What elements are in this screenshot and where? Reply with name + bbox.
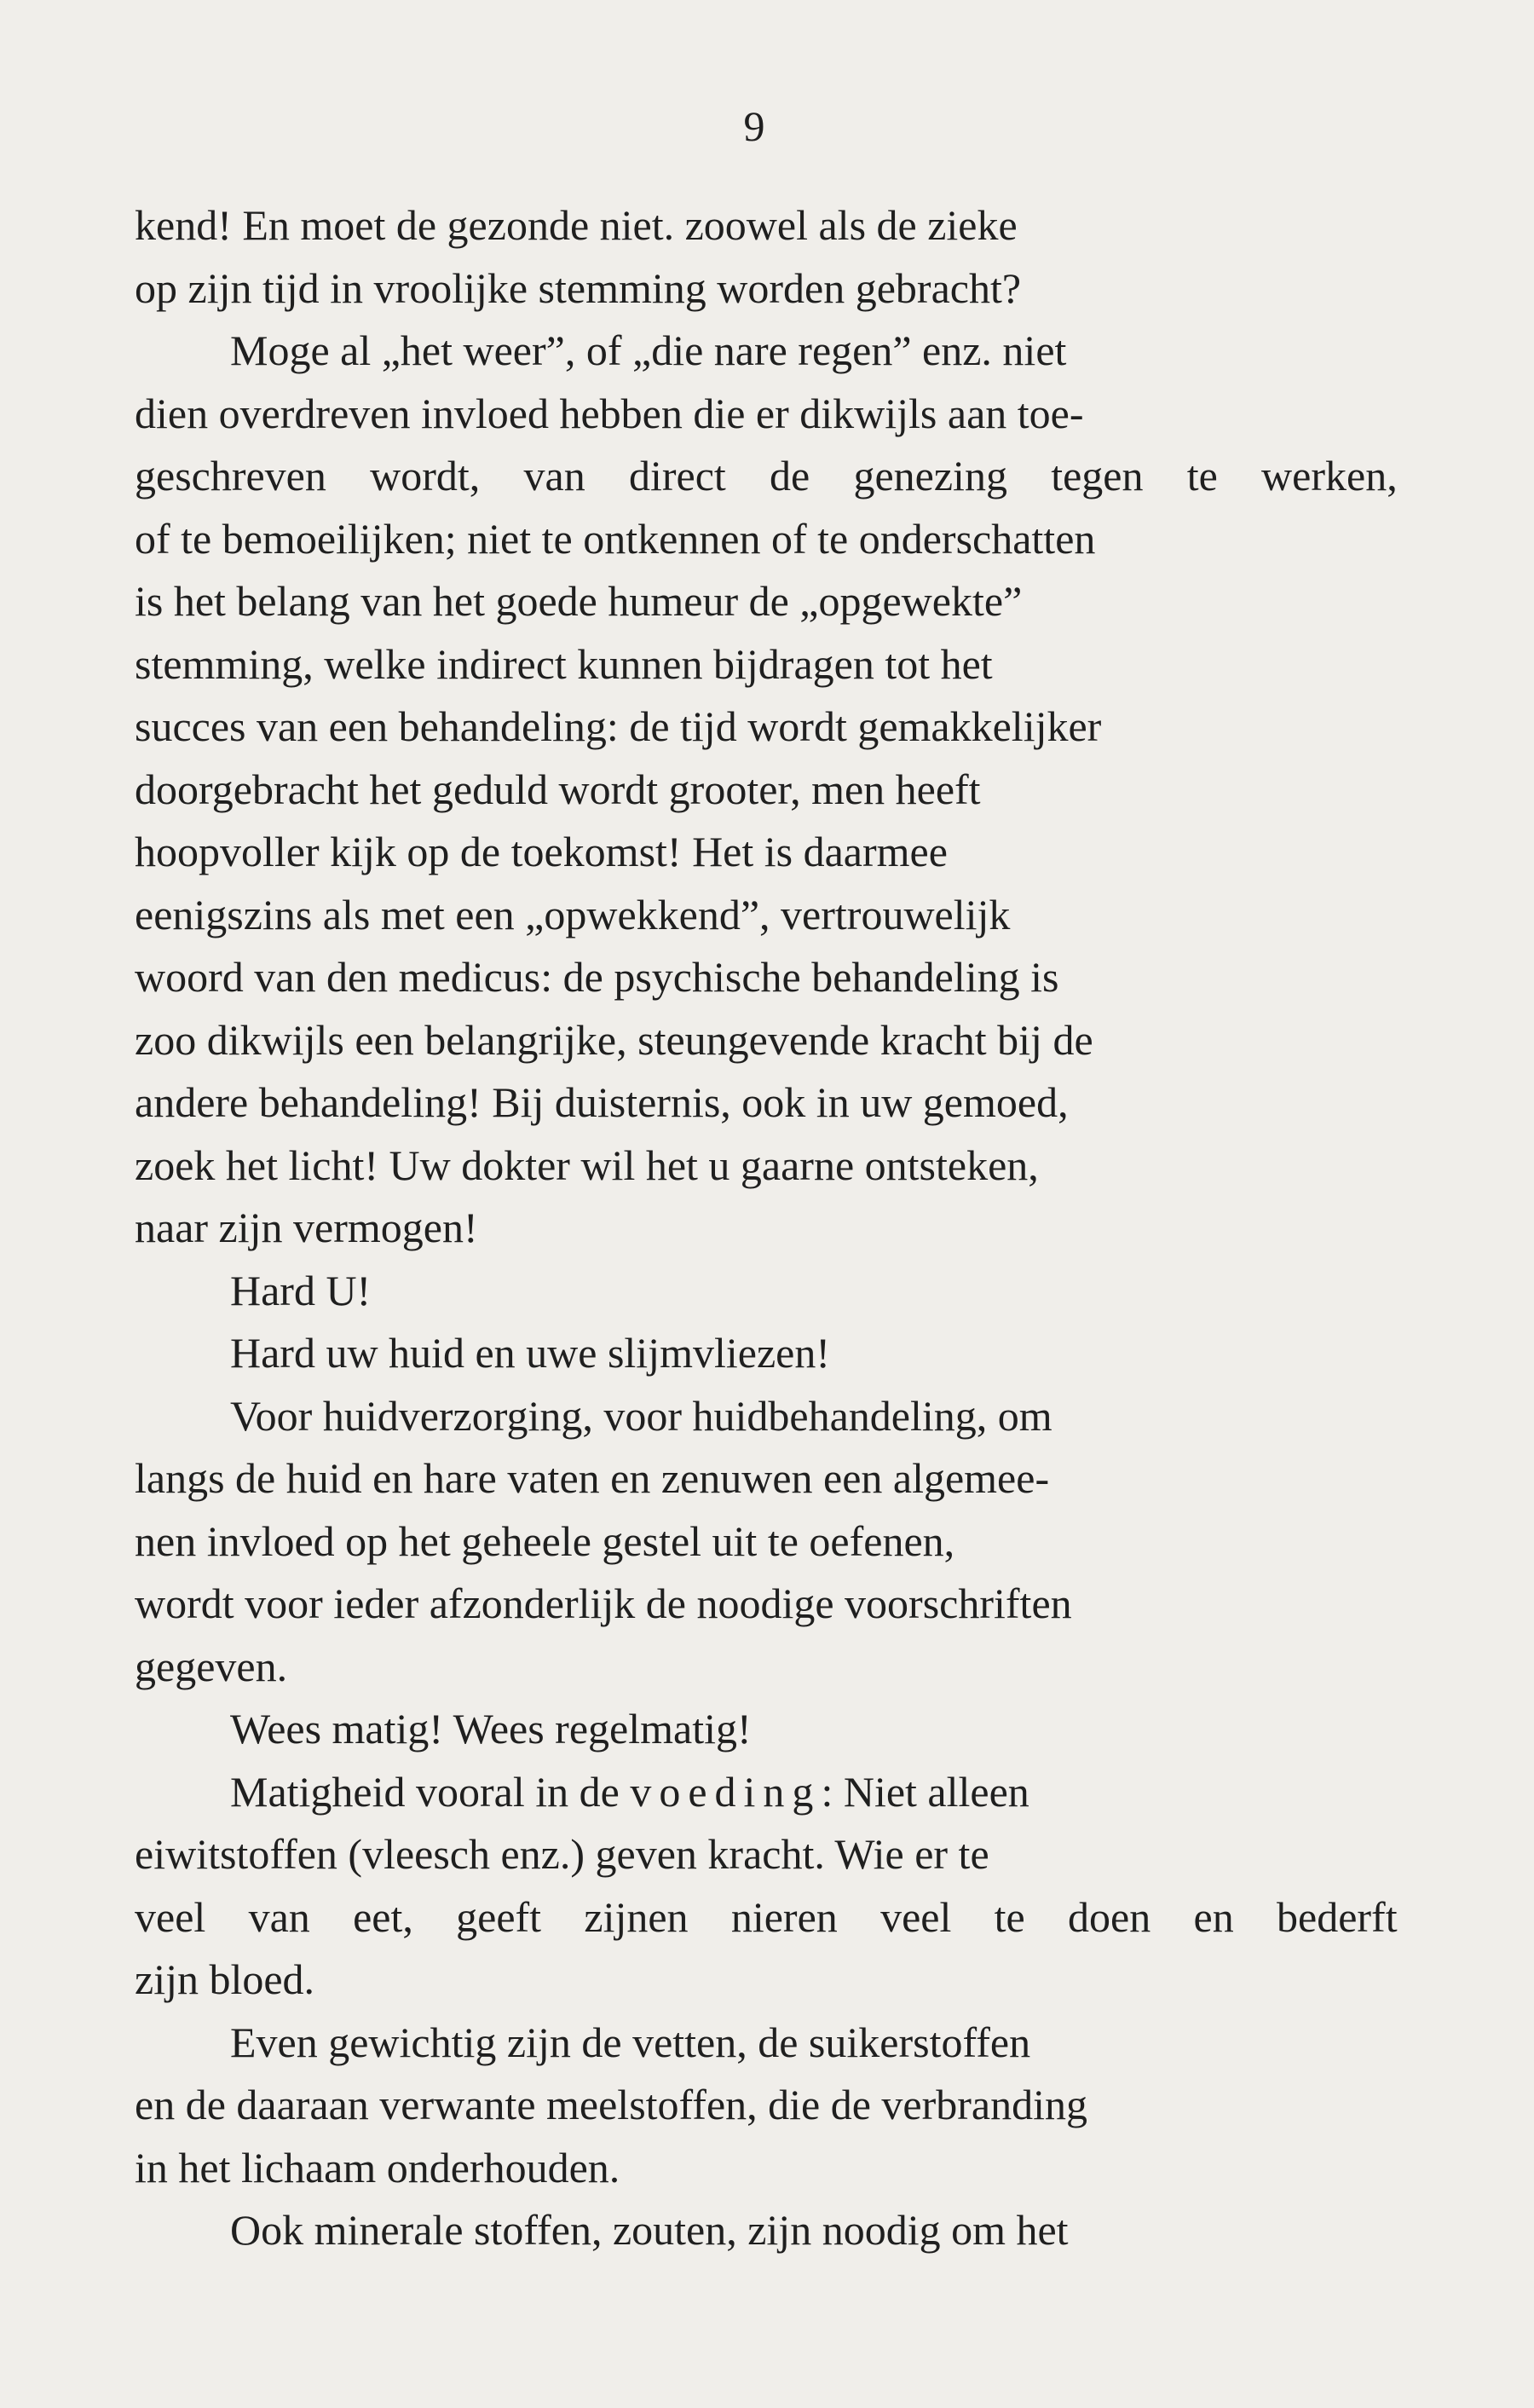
text-line-9: succes van een behandeling: de tijd wordt gemakkelijker (135, 702, 1102, 750)
text-line-31: en de daaraan verwante meelstoffen, die de verbranding (135, 2081, 1087, 2128)
text-line-10: doorgebracht het geduld wordt grooter, men heeft (135, 765, 981, 813)
text-line-33: Ook minerale stoffen, zouten, zijn noodig om het (230, 2206, 1069, 2254)
text-line-12: eenigszins als met een „opwekkend”, vertrouwelijk (135, 890, 1011, 938)
text-line-28: veel van eet, geeft zijnen nieren veel te doen en bederft (135, 1892, 1398, 1941)
text-line-22: nen invloed op het geheele gestel uit te oefenen, (135, 1516, 955, 1565)
text-line-6: of te bemoeilijken; niet te ontkennen of te onderschatten (135, 514, 1096, 563)
text-line-21: langs de huid en hare vaten en zenuwen een algemee- (135, 1454, 1050, 1502)
text-line-26 (135, 1761, 1398, 1824)
text-line-13: woord van den medicus: de psychische behandeling is (135, 953, 1059, 1001)
text-line-4: dien overdreven invloed hebben die er dikwijls aan toe- (135, 389, 1084, 437)
spaced-word-voeding: voeding (630, 1767, 822, 1816)
text-line-5: geschreven wordt, van direct de genezing tegen te werken, (135, 452, 1398, 500)
text-line-26-end: : Niet alleen (821, 1767, 1029, 1816)
text-line-26-start: Matigheid vooral in de (230, 1767, 620, 1816)
text-line-30: Even gewichtig zijn de vetten, de suikerstoffen (230, 2018, 1031, 2066)
text-line-25: Wees matig! Wees regelmatig! (230, 1705, 752, 1753)
text-line-15: andere behandeling! Bij duisternis, ook in uw gemoed, (135, 1078, 1069, 1126)
text-line-14: zoo dikwijls een belangrijke, steungevende kracht bij de (135, 1015, 1093, 1064)
text-line-24: gegeven. (135, 1642, 288, 1690)
text-line-7: is het belang van het goede humeur de „opgewekte” (135, 577, 1023, 625)
text-line-18: Hard U! (230, 1266, 372, 1314)
text-line-20: Voor huidverzorging, voor huidbehandeling, om (230, 1391, 1052, 1440)
text-line-3: Moge al „het weer”, of „die nare regen” enz. niet (230, 326, 1067, 374)
text-line-19: Hard uw huid en uwe slijmvliezen! (230, 1329, 830, 1377)
text-line-32: in het lichaam onderhouden. (135, 2143, 620, 2191)
text-line-11: hoopvoller kijk op de toekomst! Het is daarmee (135, 828, 948, 875)
text-line-16: zoek het licht! Uw dokter wil het u gaarne ontsteken, (135, 1140, 1039, 1189)
text-line-1: kend! En moet de gezonde niet. zoowel als de zieke (135, 201, 1018, 249)
text-line-2: op zijn tijd in vroolijke stemming worden gebracht? (135, 263, 1022, 312)
text-line-17: naar zijn vermogen! (135, 1204, 478, 1251)
text-line-27: eiwitstoffen (vleesch enz.) geven kracht. Wie er te (135, 1830, 989, 1878)
text-line-23: wordt voor ieder afzonderlijk de noodige voorschriften (135, 1579, 1072, 1627)
text-line-29: zijn bloed. (135, 1955, 315, 2003)
text-line-8: stemming, welke indirect kunnen bijdragen tot het (135, 639, 993, 688)
body-text (135, 194, 1398, 2262)
page-number: 9 (743, 102, 765, 150)
